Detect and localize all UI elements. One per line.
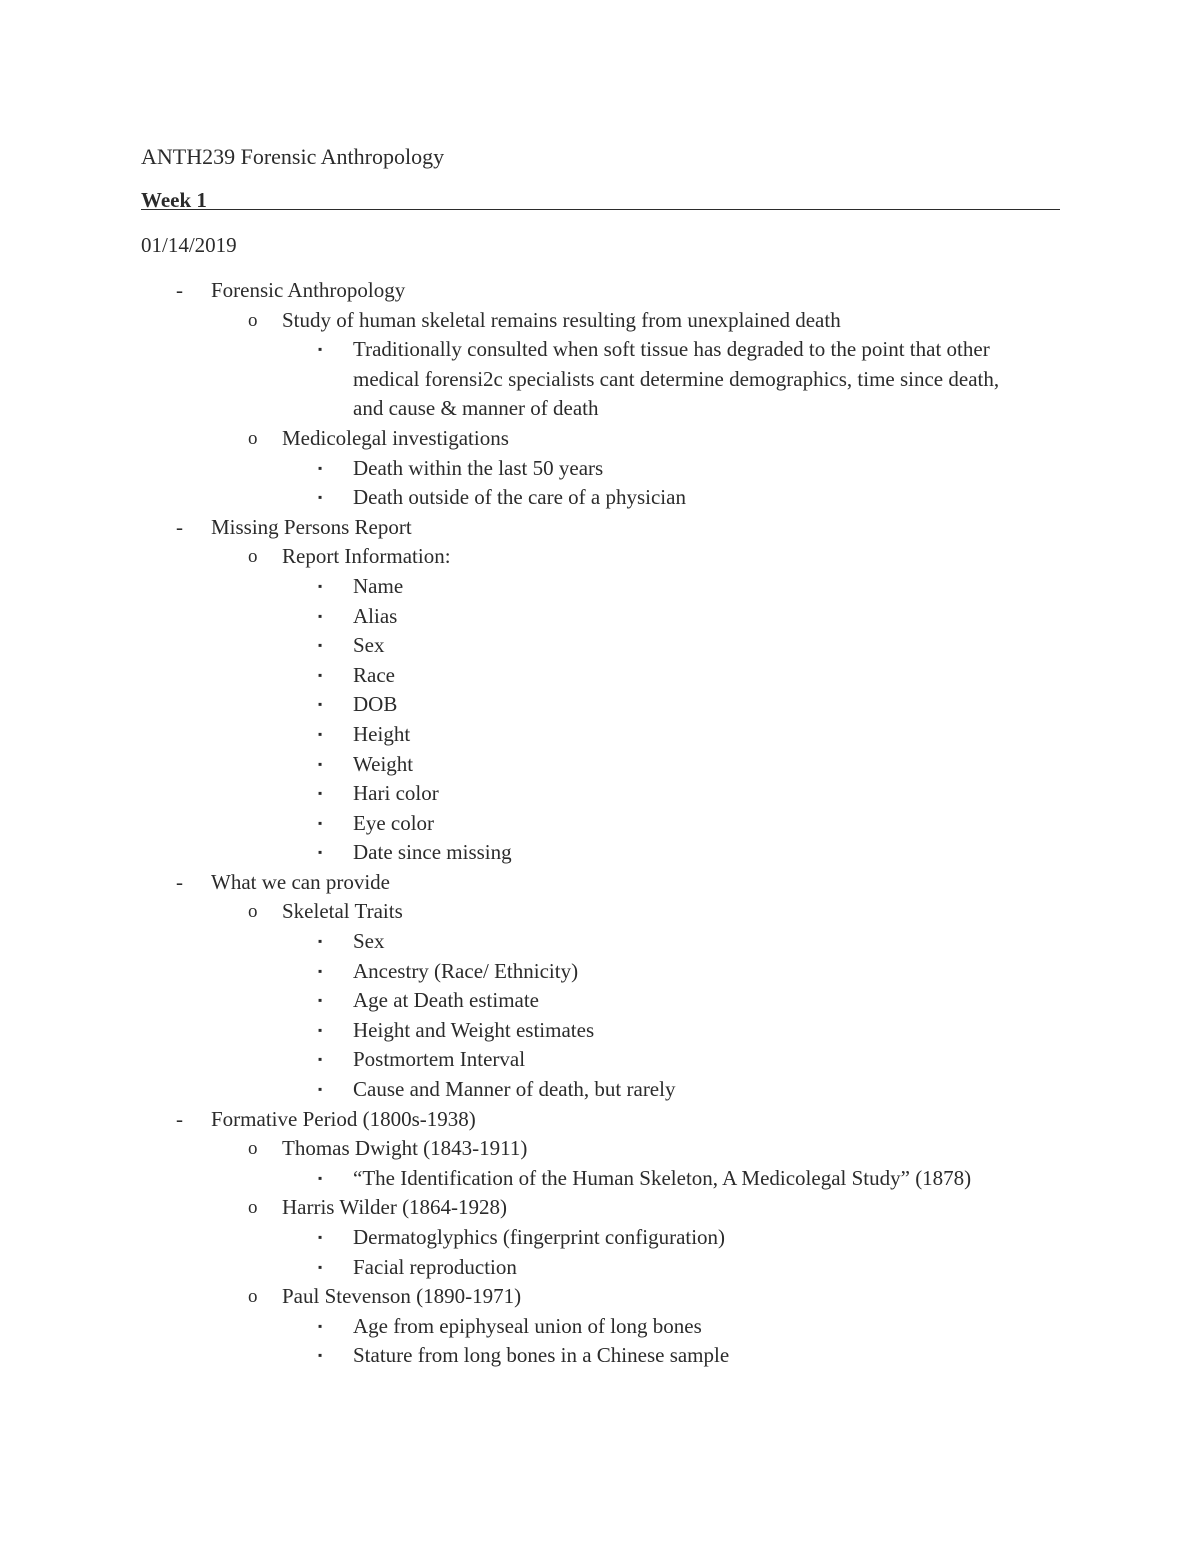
outline-subitem: ▪ Name	[0, 572, 1200, 602]
circle-bullet-icon: o	[248, 1138, 258, 1160]
lecture-date: 01/14/2019	[141, 233, 237, 257]
outline-item: o Thomas Dwight (1843-1911)	[0, 1134, 1200, 1164]
square-bullet-icon: ▪	[318, 756, 323, 771]
square-bullet-icon: ▪	[318, 342, 323, 357]
section-heading: - What we can provide	[0, 868, 1200, 898]
dash-bullet-icon: -	[176, 514, 183, 539]
square-bullet-icon: ▪	[318, 1259, 323, 1274]
circle-bullet-icon: o	[248, 1286, 258, 1308]
outline-subitem: ▪ Height	[0, 720, 1200, 750]
outline-subitem: ▪ Date since missing	[0, 838, 1200, 868]
square-bullet-icon: ▪	[318, 1170, 323, 1185]
document-title: ANTH239 Forensic Anthropology	[141, 144, 445, 169]
outline-subitem: ▪ Stature from long bones in a Chinese sample	[0, 1341, 1200, 1371]
square-bullet-icon: ▪	[318, 1230, 323, 1245]
square-bullet-icon: ▪	[318, 578, 323, 593]
outline-subitem: ▪ Sex	[0, 927, 1200, 957]
square-bullet-icon: ▪	[318, 1052, 323, 1067]
outline-subitem: ▪ Cause and Manner of death, but rarely	[0, 1075, 1200, 1105]
circle-bullet-icon: o	[248, 1197, 258, 1219]
outline-item: o Harris Wilder (1864-1928)	[0, 1193, 1200, 1223]
dash-bullet-icon: -	[176, 278, 183, 302]
dash-bullet-icon: -	[176, 869, 183, 894]
outline-subitem: ▪ Eye color	[0, 809, 1200, 839]
outline-subitem: ▪ Death outside of the care of a physician	[0, 483, 1200, 513]
square-bullet-icon: ▪	[318, 460, 323, 475]
outline-subitem: ▪ Death within the last 50 years	[0, 454, 1200, 484]
outline-item: o Paul Stevenson (1890-1971)	[0, 1282, 1200, 1312]
square-bullet-icon: ▪	[318, 1318, 323, 1333]
outline-subitem: ▪ “The Identification of the Human Skeleton, A Medicolegal Study” (1878)	[0, 1164, 1200, 1194]
square-bullet-icon: ▪	[318, 845, 323, 860]
outline-subitem: ▪ Age at Death estimate	[0, 986, 1200, 1016]
outline-subitem: ▪ Height and Weight estimates	[0, 1016, 1200, 1046]
outline-subitem: ▪ Age from epiphyseal union of long bones	[0, 1312, 1200, 1342]
square-bullet-icon: ▪	[318, 1082, 323, 1097]
outline-subitem: ▪ Facial reproduction	[0, 1253, 1200, 1283]
square-bullet-icon: ▪	[318, 638, 323, 653]
square-bullet-icon: ▪	[318, 963, 323, 978]
outline-item: o Report Information:	[0, 542, 1200, 572]
outline-subitem: ▪ Race	[0, 661, 1200, 691]
outline-subitem: ▪ Postmortem Interval	[0, 1045, 1200, 1075]
outline-subitem: ▪ Ancestry (Race/ Ethnicity)	[0, 957, 1200, 987]
square-bullet-icon: ▪	[318, 815, 323, 830]
outline-subitem: ▪ Dermatoglyphics (fingerprint configuration)	[0, 1223, 1200, 1253]
square-bullet-icon: ▪	[318, 1348, 323, 1363]
outline-subitem: ▪ Hari color	[0, 779, 1200, 809]
notes-outline	[0, 276, 1200, 1371]
outline-subitem: ▪ Weight	[0, 750, 1200, 780]
square-bullet-icon: ▪	[318, 726, 323, 741]
square-bullet-icon: ▪	[318, 490, 323, 505]
section-heading: - Formative Period (1800s-1938)	[0, 1105, 1200, 1135]
circle-bullet-icon: o	[248, 546, 258, 568]
square-bullet-icon: ▪	[318, 934, 323, 949]
week-heading: Week 1	[141, 186, 1060, 210]
outline-subitem: ▪ Alias	[0, 602, 1200, 632]
square-bullet-icon: ▪	[318, 786, 323, 801]
square-bullet-icon: ▪	[318, 1022, 323, 1037]
square-bullet-icon: ▪	[318, 667, 323, 682]
circle-bullet-icon: o	[248, 427, 258, 449]
outline-subitem: ▪ Traditionally consulted when soft tissue has degraded to the point that other medical forensi2c specialists cant determine demographics, time since death, and cause & manner of death	[318, 337, 1000, 421]
dash-bullet-icon: -	[176, 1106, 183, 1131]
circle-bullet-icon: o	[248, 901, 258, 923]
square-bullet-icon: ▪	[318, 608, 323, 623]
square-bullet-icon: ▪	[318, 993, 323, 1008]
outline-item: o Medicolegal investigations	[0, 424, 1200, 454]
section-heading: - Forensic Anthropology	[0, 276, 1200, 306]
outline-item: o Skeletal Traits	[0, 897, 1200, 927]
outline-subitem: ▪ DOB	[0, 690, 1200, 720]
outline-subitem: ▪ Sex	[0, 631, 1200, 661]
square-bullet-icon: ▪	[318, 697, 323, 712]
outline-item: o Study of human skeletal remains resulting from unexplained death	[0, 306, 1200, 336]
section-heading: - Missing Persons Report	[0, 513, 1200, 543]
circle-bullet-icon: o	[248, 309, 258, 331]
